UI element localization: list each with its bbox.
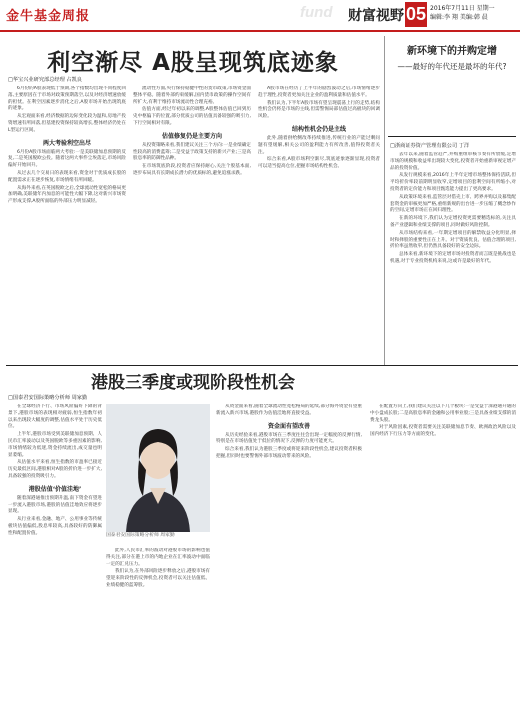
paragraph: 6月份A股市场面临两大考验:一是美联储加息预期的反复,二是英国脱欧公投。随着这两大事件尘埃落定,市场风险偏好开始回升。: [8, 149, 126, 169]
paragraph: 我们认为,下半年A股市场有望呈现震荡上行的走势,结构性机会仍将是市场的主线,但需警惕局部估值过高板块的回调风险。: [258, 100, 380, 120]
paragraph: 此外,随着供给侧改革持续推进,传统行业的产能过剩问题有望缓解,相关公司的盈利能力有所改善,值得投资者关注。: [258, 135, 380, 155]
paragraph: A股市场在经历了上半年的剧烈波动之后,市场情绪逐步趋于理性,投资者更加关注企业的盈利质量和估值水平。: [258, 86, 380, 98]
paragraph: 综合来看,A股市场利空渐尽,筑底迹象逐渐显现,投资者可以适当提高仓位,把握市场结构性机会。: [258, 157, 380, 170]
second-article-column-2-lower: [106, 548, 210, 716]
paragraph: 总体来看,新环境下的定增市场对投资者而言既是挑战也是机遇,对于专业投资机构来说,这或许是最好的年代。: [390, 252, 516, 264]
divider: [388, 136, 516, 137]
paragraph: 在市场筑底阶段,投资者应保持耐心,关注个股基本面,逐步布局具有长期成长潜力的优质标的,避免追涨杀跌。: [133, 164, 251, 176]
paragraph: 从投资策略来看,我们建议关注三个方向:一是业绩确定性较高的消费蓝筹;二是受益于政策支持的新兴产业;三是高股息率的防御性品种。: [133, 142, 251, 162]
paragraph: 从行业来看,金融、地产、公用事业等传统板块估值偏低,股息率较高,具备较好的防御属性和配置价值。: [8, 517, 102, 536]
page-number: 05: [405, 2, 427, 27]
side-byline: □浙商证券资产管理有限公司 丁洋: [390, 143, 470, 149]
paragraph: 从估值水平来看,恒生指数的市盈率已接近历史最低区间,港股相对A股的折价进一步扩大,具备较强的投资吸引力。: [8, 460, 102, 479]
photo-caption: 国泰君安国际策略分析师 周家勤: [106, 533, 175, 538]
paragraph: 流动性方面,央行保持稳健中性的货币政策,市场资金面整体平稳。随着外部约束缓解,国内货币政策的操作空间有所扩大,有利于维持市场流动性合理充裕。: [133, 86, 251, 105]
side-article-header: [388, 40, 516, 140]
side-subtitle: ——最好的年代还是最坏的年代?: [397, 62, 507, 71]
paragraph: 从海外来看,在英国脱欧之后,全球流动性宽松的格局更加明确,美联储年内加息的可能性大幅下降,这对新兴市场资产形成支撑,A股所面临的外部压力明显减轻。: [8, 185, 126, 205]
paragraph: 在配置方向上,我们建议关注以下几个板块:一是受益于深港通开通的中小盘成长股;二是高股息率的金融和公用事业股;三是具备业绩支撑的消费龙头股。: [370, 404, 516, 423]
second-article-column-4: [370, 404, 516, 716]
subheading: 港股估值‘价值洼地’: [28, 485, 82, 493]
editor-line: 编辑:李 翔 美编:韩 晨: [430, 14, 488, 21]
subheading: 两大考验利空出尽: [42, 139, 91, 147]
second-byline: □国泰君安国际策略分析师 周家勤: [8, 395, 88, 401]
paragraph: 从历史经验来看,港股市场在三季度往往会出现一定幅度的反弹行情,特别是在市场估值处于低位的情况下,反弹的力度可能更大。: [216, 432, 362, 445]
paragraph: 上半年,港股市场受到美联储加息预期、人民币汇率波动以及英国脱欧等多重因素的影响,市场情绪较为低迷,资金持续流出,成交量也明显萎缩。: [8, 432, 102, 458]
paragraph: 从市场结构来看,一年期定增项目的解禁收益分化明显,择时和择股的重要性正在上升。对于资质优良、估值合理的项目,折价率虽然收窄,但仍然具备较好的安全边际。: [390, 230, 516, 250]
main-article-column-2: [133, 86, 251, 366]
subheading: 估值修复仍是主要方向: [161, 132, 222, 140]
column-divider: [384, 36, 385, 365]
section-title: 财富视野: [348, 8, 404, 24]
paragraph: 在全球经济下行、市场风险偏好下降的背景下,港股市场的表现相对疲弱,恒生指数年初以来出现较大幅度的调整,估值水平处于历史低位。: [8, 404, 102, 430]
main-byline: □华宝兴业研究部总经理 占凯良: [8, 77, 82, 83]
date-line: 2016年7月11日 星期一: [430, 5, 495, 12]
paragraph: 在新的环境下,我们认为定增投资更需要精选标的,关注具备产业逻辑和业绩支撑的项目,同时做好风险控制。: [390, 216, 516, 228]
paragraph: 我们认为,在外部风险逐步释放之后,港股市场有望迎来阶段性的反弹机会,投资者可以关注估值低、业绩稳健的蓝筹股。: [106, 569, 210, 588]
paragraph: 对于风险因素,投资者需要关注美联储加息节奏、欧洲政治风险以及国内经济下行压力等方面的变化。: [370, 425, 516, 438]
fund-watermark: fund: [300, 4, 333, 21]
subheading: 结构性机会仍是主线: [291, 125, 346, 133]
main-article-column-3: [258, 86, 380, 366]
paragraph: 综合来看,我们认为港股三季度或将迎来阶段性机会,建议投资者积极把握,但同时也要警惕外部市场波动带来的风险。: [216, 447, 362, 459]
second-article-column-1: [8, 404, 102, 716]
paragraph: 从资金面来看,随着全球流动性宽松格局的延续,部分海外资金有望重新流入新兴市场,港股作为估值洼地将直接受益。: [216, 404, 362, 416]
main-article-column-1: [8, 86, 126, 366]
second-article-column-3: [216, 404, 362, 716]
paragraph: 6月份的A股表现低于预期,各个指数均出现不同程度回落,主要原因在于市场对政策预期落空,以及对经济增速放缓的担忧。在利空因素逐步消化之后,A股市场开始出现筑底的迹象。: [8, 86, 126, 112]
second-headline: 港股三季度或现阶段性机会: [91, 373, 295, 393]
subheading: 资金面有望改善: [267, 422, 310, 430]
masthead: [0, 0, 520, 32]
side-headline: 新环境下的并购定增: [407, 46, 497, 57]
paragraph: 从过去几个交易日的表现来看,资金对于优质成长股的配置需求正在逐步恢复,市场情绪有所回暖。: [8, 170, 126, 183]
date-info: [430, 4, 495, 22]
paragraph: 从发行规模来看,2016年上半年定增市场整体保持活跃,但平均折价率较前期明显收窄,定增项目的套利空间有所缩小,对投资者的定价能力和项目甄选能力提出了更高要求。: [390, 173, 516, 192]
paragraph: 去年以来,随着监管趋严,并购重组审核节奏有所放缓,定增市场的规模和收益率出现较大变化,投资者开始重新审视定增产品的投资价值。: [390, 152, 516, 171]
main-headline: 利空渐尽 A股呈现筑底迹象: [47, 50, 339, 76]
paragraph: 从政策环境来看,监管层对借壳上市、跨界并购以及募集配套资金的审核更加严格,重组新规的出台进一步压缩了概念炒作的空间,定增市场正在回归理性。: [390, 194, 516, 214]
paragraph: 从宏观面来看,经济数据的边际变化较为温和,房地产投资增速有所回落,但基建投资保持较高增长,整体经济仍处在L型运行区间。: [8, 114, 126, 133]
paragraph: 估值方面,经过年初以来的调整,A股整体估值已回到历史中枢偏下的位置,部分优质公司的估值具备较强的吸引力,下行空间相对有限。: [133, 107, 251, 126]
paragraph: 随着深港通推出预期升温,南下资金有望进一步流入港股市场,港股的估值洼地效应将逐步显现。: [8, 495, 102, 515]
section-divider: [6, 365, 518, 366]
side-article-column: [390, 152, 516, 364]
publication-name: 金牛基金周报: [6, 9, 91, 24]
paragraph: 此外,人民币汇率的波动对港股市场的影响也值得关注,部分在港上市的内地企业在汇率波动中面临一定的汇兑压力。: [106, 548, 210, 567]
analyst-photo: [106, 404, 210, 532]
